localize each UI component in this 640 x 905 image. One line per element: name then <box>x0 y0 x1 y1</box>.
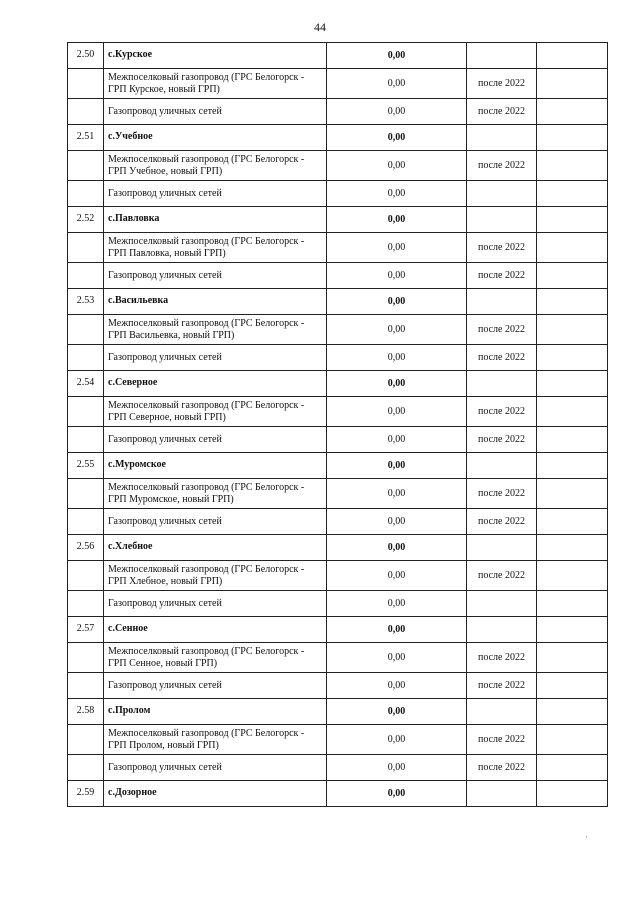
row-value: 0,00 <box>327 617 467 643</box>
row-name: Газопровод уличных сетей <box>104 427 327 453</box>
row-number: 2.52 <box>68 207 104 233</box>
row-name: Газопровод уличных сетей <box>104 591 327 617</box>
row-number <box>68 151 104 181</box>
row-value: 0,00 <box>327 207 467 233</box>
table-row <box>68 725 608 755</box>
page-number: 44 <box>314 20 326 34</box>
row-value: 0,00 <box>327 509 467 535</box>
row-empty-cell <box>537 781 608 807</box>
row-name: Межпоселковый газопровод (ГРС Белогорск - ГРП Васильевка, новый ГРП) <box>104 315 327 345</box>
row-year <box>467 181 537 207</box>
table-row <box>68 125 608 151</box>
row-name: Газопровод уличных сетей <box>104 509 327 535</box>
row-number <box>68 315 104 345</box>
row-name: с.Северное <box>104 371 327 397</box>
row-number <box>68 181 104 207</box>
row-year <box>467 371 537 397</box>
table-row <box>68 479 608 509</box>
row-value: 0,00 <box>327 725 467 755</box>
row-name: Газопровод уличных сетей <box>104 345 327 371</box>
table-row <box>68 561 608 591</box>
row-year <box>467 43 537 69</box>
row-year: после 2022 <box>467 755 537 781</box>
row-year: после 2022 <box>467 561 537 591</box>
row-empty-cell <box>537 397 608 427</box>
row-name: Газопровод уличных сетей <box>104 755 327 781</box>
row-value: 0,00 <box>327 125 467 151</box>
row-name: Газопровод уличных сетей <box>104 673 327 699</box>
row-value: 0,00 <box>327 699 467 725</box>
row-name: с.Дозорное <box>104 781 327 807</box>
table-row <box>68 345 608 371</box>
row-value: 0,00 <box>327 427 467 453</box>
row-value: 0,00 <box>327 289 467 315</box>
table-row <box>68 453 608 479</box>
row-year: после 2022 <box>467 725 537 755</box>
row-empty-cell <box>537 479 608 509</box>
row-empty-cell <box>537 591 608 617</box>
row-year: после 2022 <box>467 397 537 427</box>
row-name: Межпоселковый газопровод (ГРС Белогорск - ГРП Павловка, новый ГРП) <box>104 233 327 263</box>
row-year <box>467 591 537 617</box>
row-empty-cell <box>537 151 608 181</box>
row-value: 0,00 <box>327 151 467 181</box>
row-value: 0,00 <box>327 345 467 371</box>
row-value: 0,00 <box>327 535 467 561</box>
row-year: после 2022 <box>467 643 537 673</box>
table-row <box>68 181 608 207</box>
row-value: 0,00 <box>327 643 467 673</box>
row-year: после 2022 <box>467 99 537 125</box>
row-name: с.Муромское <box>104 453 327 479</box>
row-number: 2.54 <box>68 371 104 397</box>
row-number <box>68 561 104 591</box>
row-value: 0,00 <box>327 673 467 699</box>
row-name: с.Учебное <box>104 125 327 151</box>
row-empty-cell <box>537 617 608 643</box>
row-empty-cell <box>537 643 608 673</box>
row-value: 0,00 <box>327 315 467 345</box>
row-number: 2.51 <box>68 125 104 151</box>
row-name: Газопровод уличных сетей <box>104 99 327 125</box>
row-value: 0,00 <box>327 181 467 207</box>
row-empty-cell <box>537 207 608 233</box>
row-number <box>68 99 104 125</box>
row-empty-cell <box>537 233 608 263</box>
row-name: Межпоселковый газопровод (ГРС Белогорск - ГРП Северное, новый ГРП) <box>104 397 327 427</box>
row-year: после 2022 <box>467 673 537 699</box>
row-year <box>467 453 537 479</box>
row-value: 0,00 <box>327 453 467 479</box>
row-number <box>68 263 104 289</box>
row-empty-cell <box>537 535 608 561</box>
row-empty-cell <box>537 289 608 315</box>
row-empty-cell <box>537 427 608 453</box>
row-name: Газопровод уличных сетей <box>104 181 327 207</box>
row-number <box>68 397 104 427</box>
row-empty-cell <box>537 371 608 397</box>
row-empty-cell <box>537 725 608 755</box>
row-empty-cell <box>537 263 608 289</box>
row-year: после 2022 <box>467 263 537 289</box>
row-number <box>68 755 104 781</box>
row-value: 0,00 <box>327 43 467 69</box>
row-year: после 2022 <box>467 69 537 99</box>
row-name: с.Хлебное <box>104 535 327 561</box>
row-empty-cell <box>537 181 608 207</box>
row-name: Межпоселковый газопровод (ГРС Белогорск - ГРП Сенное, новый ГРП) <box>104 643 327 673</box>
table-row <box>68 781 608 807</box>
row-value: 0,00 <box>327 371 467 397</box>
row-name: с.Васильевка <box>104 289 327 315</box>
row-value: 0,00 <box>327 561 467 591</box>
table-row <box>68 617 608 643</box>
row-empty-cell <box>537 99 608 125</box>
row-name: Межпоселковый газопровод (ГРС Белогорск - ГРП Учебное, новый ГРП) <box>104 151 327 181</box>
row-number: 2.56 <box>68 535 104 561</box>
table-body <box>68 43 608 807</box>
row-number: 2.57 <box>68 617 104 643</box>
row-empty-cell <box>537 125 608 151</box>
row-number <box>68 725 104 755</box>
row-name: с.Курское <box>104 43 327 69</box>
table-row <box>68 397 608 427</box>
row-value: 0,00 <box>327 781 467 807</box>
row-value: 0,00 <box>327 233 467 263</box>
row-number <box>68 345 104 371</box>
table-row <box>68 509 608 535</box>
row-value: 0,00 <box>327 69 467 99</box>
row-number <box>68 643 104 673</box>
table-row <box>68 289 608 315</box>
row-empty-cell <box>537 345 608 371</box>
row-number: 2.59 <box>68 781 104 807</box>
row-number: 2.55 <box>68 453 104 479</box>
row-empty-cell <box>537 509 608 535</box>
table-row <box>68 69 608 99</box>
row-year <box>467 207 537 233</box>
table-row <box>68 207 608 233</box>
table-row <box>68 263 608 289</box>
row-year <box>467 781 537 807</box>
row-value: 0,00 <box>327 591 467 617</box>
table-row <box>68 535 608 561</box>
row-year: после 2022 <box>467 151 537 181</box>
table-row <box>68 371 608 397</box>
row-number <box>68 591 104 617</box>
table-row <box>68 673 608 699</box>
row-number <box>68 69 104 99</box>
row-number <box>68 509 104 535</box>
row-number <box>68 233 104 263</box>
row-year: после 2022 <box>467 315 537 345</box>
scan-mark: · <box>585 833 588 842</box>
table-row <box>68 315 608 345</box>
row-number <box>68 673 104 699</box>
row-year <box>467 125 537 151</box>
row-name: с.Павловка <box>104 207 327 233</box>
row-value: 0,00 <box>327 263 467 289</box>
table-row <box>68 427 608 453</box>
row-name: Межпоселковый газопровод (ГРС Белогорск - ГРП Пролом, новый ГРП) <box>104 725 327 755</box>
table-row <box>68 151 608 181</box>
row-name: с.Пролом <box>104 699 327 725</box>
table-row <box>68 43 608 69</box>
row-name: Межпоселковый газопровод (ГРС Белогорск - ГРП Хлебное, новый ГРП) <box>104 561 327 591</box>
table-row <box>68 643 608 673</box>
row-year <box>467 535 537 561</box>
row-year: после 2022 <box>467 233 537 263</box>
row-year <box>467 699 537 725</box>
table-row <box>68 99 608 125</box>
row-number: 2.50 <box>68 43 104 69</box>
table-row <box>68 233 608 263</box>
row-name: Межпоселковый газопровод (ГРС Белогорск - ГРП Курское, новый ГРП) <box>104 69 327 99</box>
row-value: 0,00 <box>327 479 467 509</box>
gas-pipeline-table <box>67 42 608 807</box>
row-empty-cell <box>537 453 608 479</box>
row-year: после 2022 <box>467 345 537 371</box>
row-year: после 2022 <box>467 479 537 509</box>
row-empty-cell <box>537 315 608 345</box>
row-empty-cell <box>537 561 608 591</box>
row-empty-cell <box>537 43 608 69</box>
row-year: после 2022 <box>467 427 537 453</box>
table-row <box>68 699 608 725</box>
row-year: после 2022 <box>467 509 537 535</box>
row-year <box>467 617 537 643</box>
row-name: Газопровод уличных сетей <box>104 263 327 289</box>
row-value: 0,00 <box>327 99 467 125</box>
row-number: 2.58 <box>68 699 104 725</box>
row-empty-cell <box>537 699 608 725</box>
row-number <box>68 479 104 509</box>
row-value: 0,00 <box>327 397 467 427</box>
row-empty-cell <box>537 673 608 699</box>
row-empty-cell <box>537 69 608 99</box>
row-value: 0,00 <box>327 755 467 781</box>
row-number <box>68 427 104 453</box>
row-number: 2.53 <box>68 289 104 315</box>
row-empty-cell <box>537 755 608 781</box>
row-name: с.Сенное <box>104 617 327 643</box>
row-name: Межпоселковый газопровод (ГРС Белогорск - ГРП Муромское, новый ГРП) <box>104 479 327 509</box>
table-row <box>68 755 608 781</box>
row-year <box>467 289 537 315</box>
table-row <box>68 591 608 617</box>
